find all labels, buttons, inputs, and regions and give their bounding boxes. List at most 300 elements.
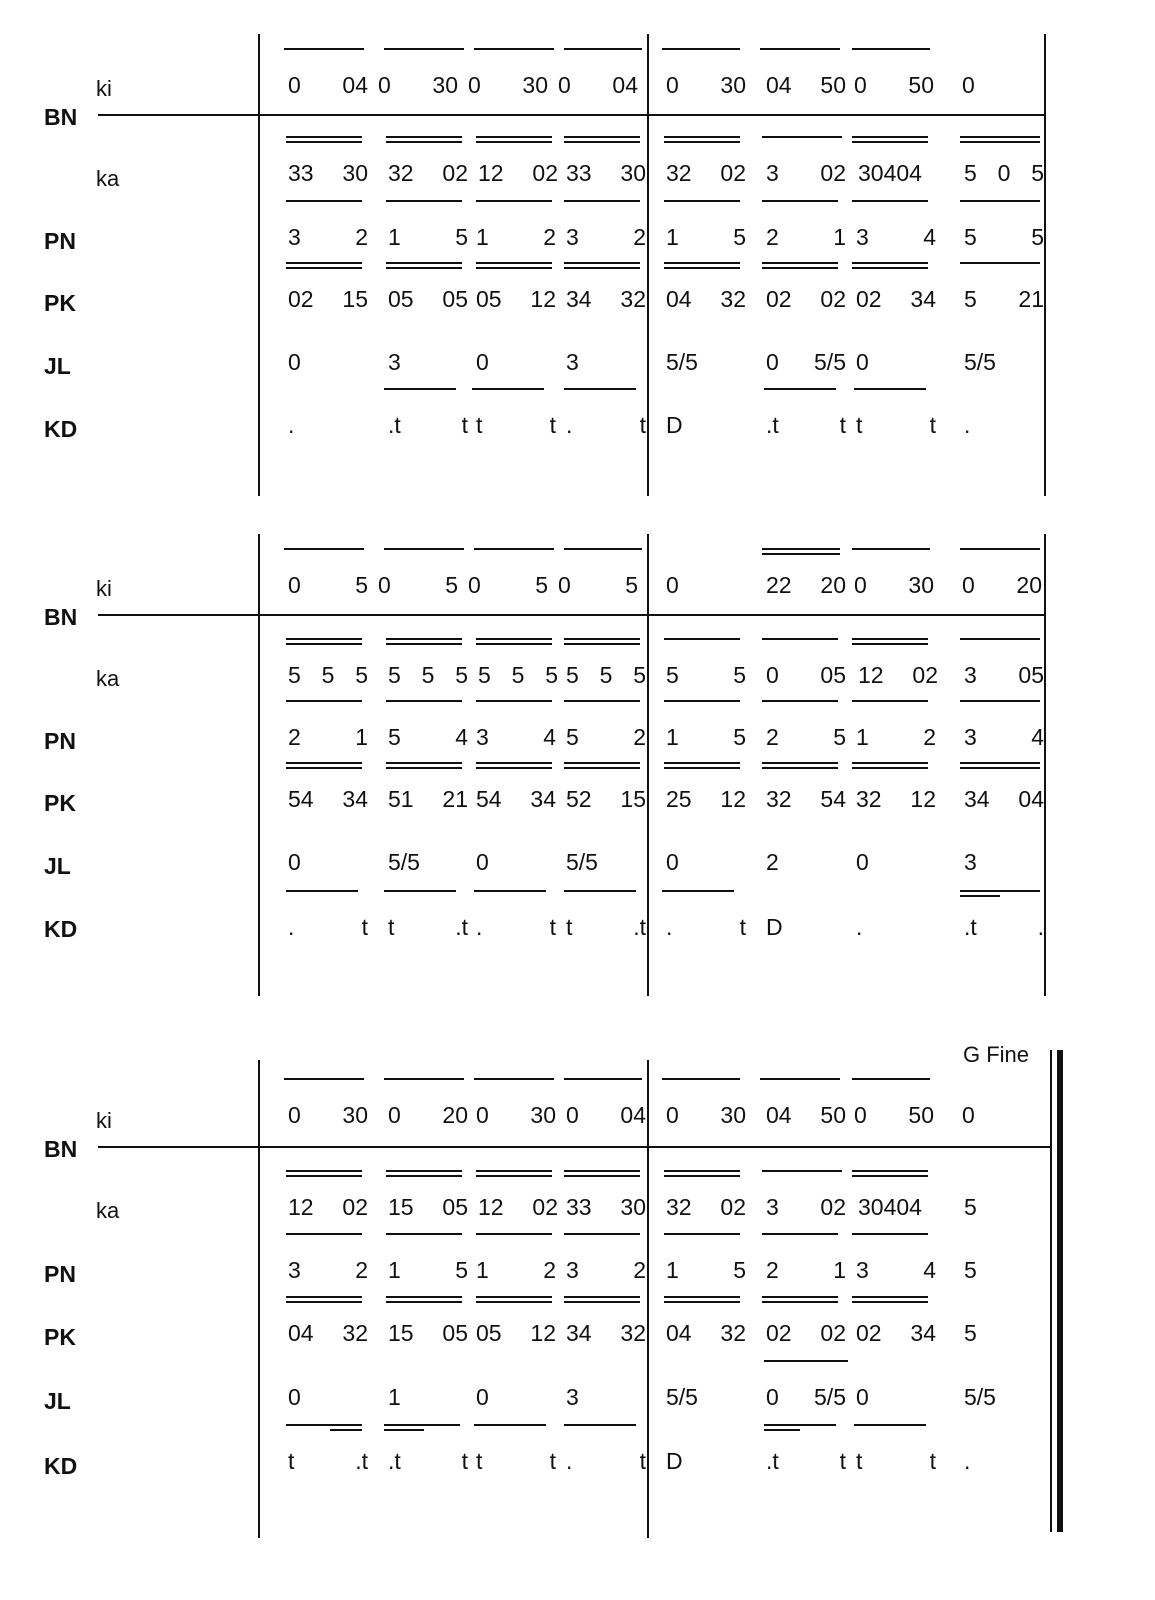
note-cell: 02 15 bbox=[288, 285, 368, 312]
note-cell: . bbox=[964, 411, 971, 438]
rhythm-beam bbox=[960, 141, 1040, 143]
rhythm-beam bbox=[762, 1170, 842, 1172]
note-cell: 34 32 bbox=[566, 285, 646, 312]
note-cell: 04 32 bbox=[666, 285, 746, 312]
note-cell: 5/5 bbox=[388, 848, 420, 875]
note-cell: 5 5 bbox=[666, 661, 746, 688]
rhythm-beam bbox=[852, 762, 928, 764]
label-jl: JL bbox=[44, 353, 71, 379]
rhythm-beam bbox=[286, 700, 362, 702]
note-cell: . t bbox=[288, 913, 368, 940]
note-cell: 0 30 bbox=[378, 71, 458, 98]
note-cell: 02 02 bbox=[766, 285, 846, 312]
rhythm-beam bbox=[852, 700, 928, 702]
note-cell: 1 5 bbox=[666, 223, 746, 250]
rhythm-beam bbox=[852, 262, 928, 264]
rhythm-beam bbox=[286, 200, 362, 202]
rhythm-beam bbox=[760, 48, 840, 50]
note-cell: 2 5 bbox=[766, 723, 846, 750]
note-cell: .t . bbox=[964, 913, 1044, 940]
rhythm-beam bbox=[852, 643, 928, 645]
note-cell: 0 04 bbox=[558, 71, 638, 98]
note-cell: 0 30 bbox=[666, 1101, 746, 1128]
rhythm-beam bbox=[472, 388, 544, 390]
rhythm-beam bbox=[564, 643, 640, 645]
note-cell: 0 bbox=[476, 1383, 489, 1410]
rhythm-beam bbox=[564, 1078, 642, 1080]
rhythm-beam bbox=[564, 48, 642, 50]
rhythm-beam bbox=[386, 267, 462, 269]
rhythm-beam bbox=[852, 1233, 928, 1235]
rhythm-beam bbox=[960, 548, 1040, 550]
label-pn: PN bbox=[44, 728, 76, 754]
rhythm-beam bbox=[762, 200, 838, 202]
rhythm-beam bbox=[564, 1175, 640, 1177]
rhythm-beam bbox=[762, 548, 840, 550]
rhythm-beam bbox=[386, 767, 462, 769]
note-cell: 0 20 bbox=[962, 571, 1042, 598]
label-pn: PN bbox=[44, 228, 76, 254]
rhythm-beam bbox=[476, 767, 552, 769]
note-cell: 0 5 bbox=[288, 571, 368, 598]
rhythm-beam bbox=[386, 700, 462, 702]
note-cell: 30404 bbox=[858, 1193, 922, 1220]
note-cell: 3 2 bbox=[288, 1256, 368, 1283]
rhythm-beam bbox=[286, 767, 362, 769]
note-cell: 33 30 bbox=[566, 1193, 646, 1220]
label-ki: ki bbox=[96, 76, 112, 101]
note-cell: 52 15 bbox=[566, 785, 646, 812]
rhythm-beam bbox=[564, 1170, 640, 1172]
rhythm-beam bbox=[286, 643, 362, 645]
rhythm-beam bbox=[852, 48, 930, 50]
label-pk: PK bbox=[44, 290, 76, 316]
bn-divider-line bbox=[98, 1146, 1050, 1148]
note-cell: 0 bbox=[288, 848, 301, 875]
note-cell: 02 34 bbox=[856, 1319, 936, 1346]
rhythm-beam bbox=[664, 267, 740, 269]
note-cell: .t t bbox=[766, 411, 846, 438]
bn-divider-line bbox=[98, 614, 1046, 616]
note-cell: 5 bbox=[964, 1193, 977, 1220]
label-ka: ka bbox=[96, 666, 120, 691]
note-cell: 33 30 bbox=[288, 159, 368, 186]
label-ki: ki bbox=[96, 1108, 112, 1133]
rhythm-beam bbox=[664, 638, 740, 640]
system-left-barline bbox=[258, 34, 260, 496]
note-cell: 3 02 bbox=[766, 159, 846, 186]
rhythm-beam bbox=[476, 638, 552, 640]
note-cell: 5 5 5 bbox=[288, 661, 368, 688]
rhythm-beam bbox=[664, 1296, 740, 1298]
note-cell: 0 04 bbox=[288, 71, 368, 98]
rhythm-beam bbox=[960, 700, 1040, 702]
note-cell: t t bbox=[856, 411, 936, 438]
note-cell: 2 1 bbox=[288, 723, 368, 750]
rhythm-beam bbox=[564, 136, 640, 138]
rhythm-beam bbox=[284, 1078, 364, 1080]
rhythm-beam bbox=[564, 767, 640, 769]
rhythm-beam bbox=[762, 767, 838, 769]
note-cell: 54 34 bbox=[288, 785, 368, 812]
note-cell: 5 5 5 bbox=[566, 661, 646, 688]
note-cell: 02 02 bbox=[766, 1319, 846, 1346]
label-pk: PK bbox=[44, 1324, 76, 1350]
rhythm-beam bbox=[284, 48, 364, 50]
note-cell: 22 20 bbox=[766, 571, 846, 598]
rhythm-beam bbox=[764, 1424, 836, 1426]
label-bn: BN bbox=[44, 1136, 78, 1162]
note-cell: 0 bbox=[476, 348, 489, 375]
rhythm-beam bbox=[764, 388, 836, 390]
rhythm-beam bbox=[286, 1296, 362, 1298]
note-cell: 3 bbox=[566, 1383, 579, 1410]
note-cell: 5 5 bbox=[964, 223, 1044, 250]
rhythm-beam bbox=[564, 1233, 640, 1235]
rhythm-beam bbox=[760, 1078, 840, 1080]
note-cell: 0 bbox=[288, 1383, 301, 1410]
rhythm-beam bbox=[764, 1360, 848, 1362]
note-cell: 5 4 bbox=[388, 723, 468, 750]
note-cell: 3 4 bbox=[856, 223, 936, 250]
rhythm-beam bbox=[854, 1424, 926, 1426]
system-left-barline bbox=[258, 534, 260, 996]
note-cell: 5/5 bbox=[964, 1383, 996, 1410]
note-cell: 32 02 bbox=[666, 1193, 746, 1220]
note-cell: 3 2 bbox=[566, 223, 646, 250]
rhythm-beam bbox=[852, 141, 928, 143]
note-cell: 32 54 bbox=[766, 785, 846, 812]
label-ka: ka bbox=[96, 166, 120, 191]
note-cell: 2 1 bbox=[766, 223, 846, 250]
rhythm-beam bbox=[960, 890, 1040, 892]
note-cell: 5 5 5 bbox=[388, 661, 468, 688]
note-cell: 04 32 bbox=[288, 1319, 368, 1346]
rhythm-beam bbox=[564, 262, 640, 264]
note-cell: t .t bbox=[566, 913, 646, 940]
note-cell: t t bbox=[476, 411, 556, 438]
note-cell: 5 21 bbox=[964, 285, 1044, 312]
note-cell: 1 2 bbox=[476, 1256, 556, 1283]
rhythm-beam bbox=[286, 262, 362, 264]
label-ki: ki bbox=[96, 576, 112, 601]
rhythm-beam bbox=[474, 548, 554, 550]
rhythm-beam bbox=[854, 388, 926, 390]
note-cell: 33 30 bbox=[566, 159, 646, 186]
rhythm-beam bbox=[386, 262, 462, 264]
rhythm-beam bbox=[664, 1170, 740, 1172]
note-cell: 0 5 bbox=[558, 571, 638, 598]
note-cell: . t bbox=[476, 913, 556, 940]
rhythm-beam bbox=[662, 48, 740, 50]
rhythm-beam bbox=[664, 1233, 740, 1235]
rhythm-beam bbox=[664, 762, 740, 764]
note-cell: 15 05 bbox=[388, 1319, 468, 1346]
label-jl: JL bbox=[44, 853, 71, 879]
final-barline-thin bbox=[1050, 1050, 1052, 1532]
note-cell: 51 21 bbox=[388, 785, 468, 812]
note-cell: D bbox=[766, 913, 783, 940]
note-cell: . bbox=[856, 913, 863, 940]
bn-divider-line bbox=[98, 114, 1046, 116]
note-cell: 1 bbox=[388, 1383, 401, 1410]
rhythm-beam bbox=[762, 638, 838, 640]
note-cell: 5/5 bbox=[666, 348, 698, 375]
rhythm-beam bbox=[386, 136, 462, 138]
note-cell: 25 12 bbox=[666, 785, 746, 812]
note-cell: 3 2 bbox=[288, 223, 368, 250]
note-cell: D bbox=[666, 1447, 683, 1474]
note-cell: 0 04 bbox=[566, 1101, 646, 1128]
rhythm-beam bbox=[286, 1301, 362, 1303]
rhythm-beam bbox=[386, 1170, 462, 1172]
note-cell: 0 bbox=[666, 571, 679, 598]
rhythm-beam bbox=[960, 136, 1040, 138]
rhythm-beam bbox=[476, 262, 552, 264]
note-cell: 0 30 bbox=[288, 1101, 368, 1128]
rhythm-beam bbox=[474, 48, 554, 50]
note-cell: 1 5 bbox=[388, 223, 468, 250]
rhythm-beam bbox=[386, 1233, 462, 1235]
rhythm-beam bbox=[762, 762, 838, 764]
rhythm-beam bbox=[664, 1175, 740, 1177]
note-cell: 0 50 bbox=[854, 1101, 934, 1128]
note-cell: 0 bbox=[856, 348, 869, 375]
rhythm-beam bbox=[474, 1424, 546, 1426]
rhythm-beam bbox=[476, 700, 552, 702]
rhythm-beam bbox=[474, 890, 546, 892]
note-cell: 5 2 bbox=[566, 723, 646, 750]
rhythm-beam bbox=[476, 200, 552, 202]
rhythm-beam bbox=[564, 548, 642, 550]
note-cell: 02 34 bbox=[856, 285, 936, 312]
note-cell: 05 05 bbox=[388, 285, 468, 312]
rhythm-beam bbox=[384, 48, 464, 50]
note-cell: 2 1 bbox=[766, 1256, 846, 1283]
rhythm-beam bbox=[386, 200, 462, 202]
note-cell: 0 30 bbox=[468, 71, 548, 98]
rhythm-beam bbox=[852, 136, 928, 138]
note-cell: . t bbox=[566, 411, 646, 438]
note-cell: .t t bbox=[388, 1447, 468, 1474]
rhythm-beam bbox=[664, 1301, 740, 1303]
rhythm-beam bbox=[386, 643, 462, 645]
rhythm-beam bbox=[476, 762, 552, 764]
label-bn: BN bbox=[44, 104, 78, 130]
rhythm-beam bbox=[852, 638, 928, 640]
note-cell: .t t bbox=[388, 411, 468, 438]
note-cell: . bbox=[288, 411, 295, 438]
label-pn: PN bbox=[44, 1261, 76, 1287]
rhythm-beam bbox=[384, 1078, 464, 1080]
note-cell: 34 04 bbox=[964, 785, 1044, 812]
rhythm-beam bbox=[386, 762, 462, 764]
note-cell: . t bbox=[566, 1447, 646, 1474]
rhythm-beam bbox=[476, 1170, 552, 1172]
rhythm-beam bbox=[852, 767, 928, 769]
rhythm-beam bbox=[286, 141, 362, 143]
note-cell: 3 bbox=[388, 348, 401, 375]
note-cell: 3 bbox=[964, 848, 977, 875]
note-cell: 1 5 bbox=[666, 723, 746, 750]
note-cell: 0 bbox=[962, 71, 975, 98]
rhythm-beam bbox=[764, 1429, 800, 1431]
rhythm-beam bbox=[384, 1424, 460, 1426]
rhythm-beam bbox=[664, 200, 740, 202]
note-cell: 12 02 bbox=[858, 661, 938, 688]
note-cell: 1 2 bbox=[856, 723, 936, 750]
note-cell: 0 5 bbox=[378, 571, 458, 598]
note-cell: 2 bbox=[766, 848, 779, 875]
rhythm-beam bbox=[564, 700, 640, 702]
note-cell: 04 32 bbox=[666, 1319, 746, 1346]
note-cell: 5/5 bbox=[666, 1383, 698, 1410]
rhythm-beam bbox=[664, 141, 740, 143]
rhythm-beam bbox=[762, 262, 838, 264]
note-cell: 05 12 bbox=[476, 285, 556, 312]
rhythm-beam bbox=[664, 700, 740, 702]
note-cell: 0 bbox=[962, 1101, 975, 1128]
rhythm-beam bbox=[852, 1170, 928, 1172]
note-cell: 12 02 bbox=[478, 1193, 558, 1220]
rhythm-beam bbox=[476, 1175, 552, 1177]
note-cell: 3 4 bbox=[964, 723, 1044, 750]
note-cell: 32 02 bbox=[666, 159, 746, 186]
note-cell: 0 30 bbox=[666, 71, 746, 98]
note-cell: 54 34 bbox=[476, 785, 556, 812]
rhythm-beam bbox=[330, 1429, 362, 1431]
note-cell: 0 bbox=[476, 848, 489, 875]
note-cell: 5 bbox=[964, 1319, 977, 1346]
note-cell: 30404 bbox=[858, 159, 922, 186]
note-cell: 04 50 bbox=[766, 1101, 846, 1128]
note-cell: 32 02 bbox=[388, 159, 468, 186]
rhythm-beam bbox=[564, 638, 640, 640]
fine-marker: G Fine bbox=[963, 1042, 1030, 1067]
note-cell: 0 5/5 bbox=[766, 348, 846, 375]
rhythm-beam bbox=[564, 1424, 636, 1426]
note-cell: 32 12 bbox=[856, 785, 936, 812]
note-cell: t .t bbox=[288, 1447, 368, 1474]
rhythm-beam bbox=[564, 890, 636, 892]
rhythm-beam bbox=[762, 1301, 838, 1303]
rhythm-beam bbox=[852, 1078, 930, 1080]
note-cell: t t bbox=[856, 1447, 936, 1474]
note-cell: 5/5 bbox=[566, 848, 598, 875]
rhythm-beam bbox=[852, 548, 930, 550]
rhythm-beam bbox=[284, 548, 364, 550]
note-cell: 05 12 bbox=[476, 1319, 556, 1346]
label-bn: BN bbox=[44, 604, 78, 630]
rhythm-beam bbox=[476, 1301, 552, 1303]
label-jl: JL bbox=[44, 1388, 71, 1414]
note-cell: 12 02 bbox=[478, 159, 558, 186]
rhythm-beam bbox=[286, 1424, 362, 1426]
rhythm-beam bbox=[286, 762, 362, 764]
note-cell: 12 02 bbox=[288, 1193, 368, 1220]
note-cell: 0 bbox=[856, 848, 869, 875]
note-cell: 3 2 bbox=[566, 1256, 646, 1283]
note-cell: 0 5/5 bbox=[766, 1383, 846, 1410]
label-kd: KD bbox=[44, 1453, 78, 1479]
rhythm-beam bbox=[960, 262, 1040, 264]
rhythm-beam bbox=[664, 262, 740, 264]
rhythm-beam bbox=[664, 767, 740, 769]
rhythm-beam bbox=[386, 1296, 462, 1298]
rhythm-beam bbox=[762, 1296, 838, 1298]
rhythm-beam bbox=[286, 1175, 362, 1177]
note-cell: 0 bbox=[856, 1383, 869, 1410]
label-ka: ka bbox=[96, 1198, 120, 1223]
rhythm-beam bbox=[474, 1078, 554, 1080]
rhythm-beam bbox=[960, 767, 1040, 769]
label-kd: KD bbox=[44, 416, 78, 442]
rhythm-beam bbox=[762, 136, 842, 138]
rhythm-beam bbox=[476, 1233, 552, 1235]
rhythm-beam bbox=[960, 895, 1000, 897]
rhythm-beam bbox=[384, 388, 456, 390]
rhythm-beam bbox=[852, 1175, 928, 1177]
rhythm-beam bbox=[476, 643, 552, 645]
rhythm-beam bbox=[384, 1429, 424, 1431]
rhythm-beam bbox=[960, 762, 1040, 764]
rhythm-beam bbox=[286, 890, 358, 892]
note-cell: 3 4 bbox=[856, 1256, 936, 1283]
rhythm-beam bbox=[564, 762, 640, 764]
label-pk: PK bbox=[44, 790, 76, 816]
rhythm-beam bbox=[286, 1170, 362, 1172]
rhythm-beam bbox=[384, 890, 456, 892]
rhythm-beam bbox=[564, 141, 640, 143]
label-kd: KD bbox=[44, 916, 78, 942]
final-barline-thick bbox=[1057, 1050, 1063, 1532]
note-cell: D bbox=[666, 411, 683, 438]
note-cell: . bbox=[964, 1447, 971, 1474]
note-cell: 34 32 bbox=[566, 1319, 646, 1346]
note-cell: 0 20 bbox=[388, 1101, 468, 1128]
note-cell: 0 50 bbox=[854, 71, 934, 98]
rhythm-beam bbox=[664, 136, 740, 138]
note-cell: 0 bbox=[288, 348, 301, 375]
rhythm-beam bbox=[564, 388, 636, 390]
note-cell: 1 5 bbox=[388, 1256, 468, 1283]
rhythm-beam bbox=[852, 200, 928, 202]
rhythm-beam bbox=[286, 136, 362, 138]
rhythm-beam bbox=[564, 1296, 640, 1298]
note-cell: 3 02 bbox=[766, 1193, 846, 1220]
rhythm-beam bbox=[286, 1233, 362, 1235]
rhythm-beam bbox=[476, 136, 552, 138]
note-cell: 3 bbox=[566, 348, 579, 375]
rhythm-beam bbox=[762, 1233, 838, 1235]
rhythm-beam bbox=[476, 141, 552, 143]
note-cell: 3 4 bbox=[476, 723, 556, 750]
rhythm-beam bbox=[564, 1301, 640, 1303]
note-cell: t .t bbox=[388, 913, 468, 940]
system-left-barline bbox=[258, 1060, 260, 1538]
note-cell: .t t bbox=[766, 1447, 846, 1474]
note-cell: 5 bbox=[964, 1256, 977, 1283]
rhythm-beam bbox=[286, 267, 362, 269]
rhythm-beam bbox=[762, 700, 838, 702]
note-cell: t t bbox=[476, 1447, 556, 1474]
rhythm-beam bbox=[852, 267, 928, 269]
rhythm-beam bbox=[384, 548, 464, 550]
rhythm-beam bbox=[386, 638, 462, 640]
rhythm-beam bbox=[386, 141, 462, 143]
note-cell: 0 30 bbox=[854, 571, 934, 598]
note-cell: 5/5 bbox=[964, 348, 996, 375]
